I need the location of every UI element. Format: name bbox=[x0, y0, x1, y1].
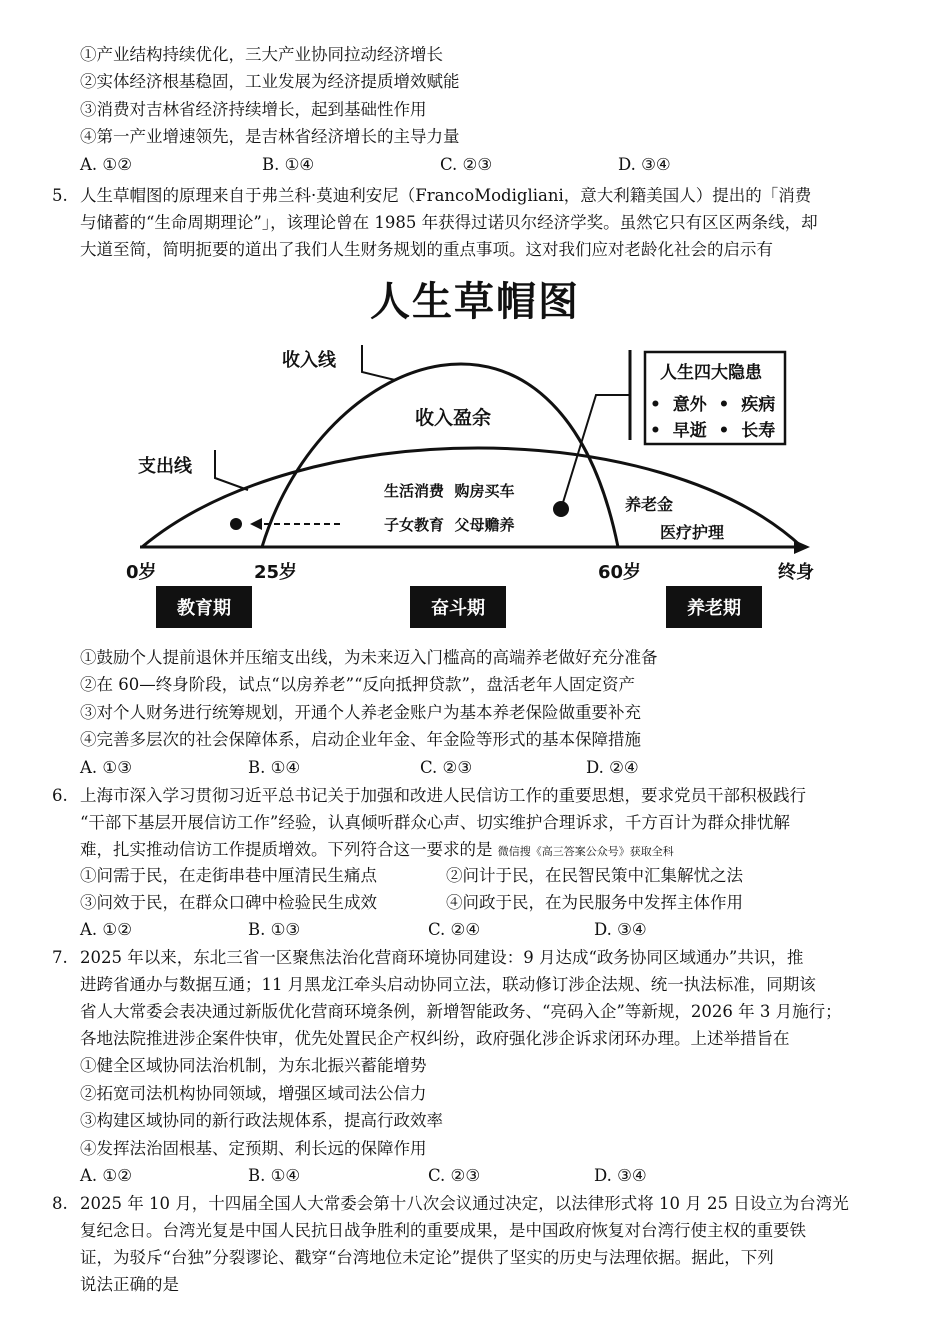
q5-stem-3: 大道至简，简明扼要的道出了我们人生财务规划的重点事项。这对我们应对老龄化社会的启示有 bbox=[80, 240, 773, 259]
q5-item-2: ②在 60—终身阶段，试点“以房养老”“反向抵押贷款”，盘活老年人固定资产 bbox=[80, 675, 635, 694]
q6-item-4: ④问政于民，在为民服务中发挥主体作用 bbox=[446, 893, 743, 912]
q5-number: 5. bbox=[52, 186, 68, 205]
q7-option-b[interactable]: B. ①④ bbox=[248, 1166, 301, 1185]
q4-item-2: ②实体经济根基稳固，工业发展为经济提质增效赋能 bbox=[80, 72, 460, 91]
q7-option-a[interactable]: A. ①② bbox=[80, 1166, 132, 1185]
q4-item-1: ①产业结构持续优化，三大产业协同拉动经济增长 bbox=[80, 45, 443, 64]
q4-option-c[interactable]: C. ②③ bbox=[440, 155, 493, 174]
expense-label-pointer bbox=[215, 450, 248, 490]
q6-stem-2: “干部下基层开展信访工作”经验，认真倾听群众心声、切实维护合理诉求，千方百计为群众排忧解 bbox=[80, 813, 790, 832]
q4-item-4: ④第一产业增速领先，是吉林省经济增长的主导力量 bbox=[80, 127, 460, 146]
period-retirement: 养老期 bbox=[666, 586, 762, 628]
q8-number: 8. bbox=[52, 1194, 68, 1213]
q8-stem-1: 2025 年 10 月，十四届全国人大常委会第十八次会议通过决定，以法律形式将 10 月 25 日设立为台湾光 bbox=[80, 1194, 849, 1213]
q7-stem-3: 省人大常委会表决通过新版优化营商环境条例，新增智能政务、“亮码入企”等新规，2026 年 3 月施行； bbox=[80, 1002, 842, 1021]
q5-stem-2: 与储蓄的“生命周期理论”」，该理论曾在 1985 年获得过诺贝尔经济学奖。虽然它只有区区两条线，却 bbox=[80, 213, 818, 232]
q8-stem-3: 证，为驳斥“台独”分裂谬论、戳穿“台湾地位未定论”提供了坚实的历史与法理依据。据此，下列 bbox=[80, 1248, 774, 1267]
period-education: 教育期 bbox=[156, 586, 252, 628]
q4-option-b[interactable]: B. ①④ bbox=[262, 155, 315, 174]
q6-stem-3 bbox=[80, 840, 674, 862]
q7-stem-1: 2025 年以来，东北三省一区聚焦法治化营商环境协同建设：9 月达成“政务协同区域通办”共识，推 bbox=[80, 948, 804, 967]
q6-number: 6. bbox=[52, 786, 68, 805]
q5-option-b[interactable]: B. ①④ bbox=[248, 758, 301, 777]
age-25: 25岁 bbox=[254, 562, 298, 583]
q5-item-4: ④完善多层次的社会保障体系，启动企业年金、年金险等形式的基本保障措施 bbox=[80, 730, 641, 749]
retire-row-1: 养老金 bbox=[625, 495, 674, 514]
q6-option-a[interactable]: A. ①② bbox=[80, 920, 132, 939]
q7-option-c[interactable]: C. ②③ bbox=[428, 1166, 481, 1185]
income-label-pointer bbox=[362, 345, 395, 380]
q6-stem-1: 上海市深入学习贯彻习近平总书记关于加强和改进人民信访工作的重要思想，要求党员干部积极践行 bbox=[80, 786, 806, 805]
q7-stem-4: 各地法院推进涉企案件快审，优先处置民企产权纠纷，政府强化涉企诉求闭环办理。上述举措旨在 bbox=[80, 1029, 790, 1048]
retire-row-2: 医疗护理 bbox=[660, 523, 725, 542]
dashed-arrowhead bbox=[250, 518, 262, 530]
expense-line-label: 支出线 bbox=[138, 456, 192, 477]
age-60: 60岁 bbox=[598, 562, 642, 583]
q5-option-a[interactable]: A. ①③ bbox=[80, 758, 132, 777]
risks-title: 人生四大隐患 bbox=[660, 363, 762, 383]
q5-option-c[interactable]: C. ②③ bbox=[420, 758, 473, 777]
q7-item-1: ①健全区域协同法治机制，为东北振兴蓄能增势 bbox=[80, 1056, 427, 1075]
age-lifetime: 终身 bbox=[778, 562, 814, 583]
education-dot bbox=[230, 518, 242, 530]
q6-option-c[interactable]: C. ②④ bbox=[428, 920, 481, 939]
q6-item-3: ③问效于民，在群众口碑中检验民生成效 bbox=[80, 893, 377, 912]
q7-stem-2: 进跨省通办与数据互通；11 月黑龙江牵头启动协同立法，联动修订涉企法规、统一执法标准，同期该 bbox=[80, 975, 816, 994]
q7-option-d[interactable]: D. ③④ bbox=[594, 1166, 647, 1185]
q6-item-2: ②问计于民，在民智民策中汇集解忧之法 bbox=[446, 866, 743, 885]
q7-item-4: ④发挥法治固根基、定预期、利长远的保障作用 bbox=[80, 1139, 427, 1158]
life-hat-diagram bbox=[0, 0, 950, 640]
risks-row-2: • 早逝 • 长寿 bbox=[650, 421, 776, 441]
q5-option-d[interactable]: D. ②④ bbox=[586, 758, 639, 777]
q4-item-3: ③消费对吉林省经济持续增长，起到基础性作用 bbox=[80, 100, 427, 119]
risk-leader bbox=[561, 395, 630, 509]
q7-item-2: ②拓宽司法机构协同领域，增强区域司法公信力 bbox=[80, 1084, 427, 1103]
q5-stem-1: 人生草帽图的原理来自于弗兰科·莫迪利安尼（FrancoModigliani，意大利籍美国人）提出的「消费 bbox=[80, 186, 812, 205]
expenses-row-2: 子女教育 父母赡养 bbox=[384, 516, 515, 534]
q4-option-a[interactable]: A. ①② bbox=[80, 155, 132, 174]
risks-row-1: • 意外 • 疾病 bbox=[650, 395, 776, 415]
period-struggle: 奋斗期 bbox=[410, 586, 506, 628]
expenses-row-1: 生活消费 购房买车 bbox=[384, 482, 515, 500]
diagram-title: 人生草帽图 bbox=[370, 279, 580, 325]
q8-stem-4: 说法正确的是 bbox=[80, 1275, 179, 1294]
q6-item-1: ①问需于民，在走街串巷中厘清民生痛点 bbox=[80, 866, 377, 885]
q6-option-b[interactable]: B. ①③ bbox=[248, 920, 301, 939]
q4-option-d[interactable]: D. ③④ bbox=[618, 155, 671, 174]
q6-watermark: 微信搜《高三答案公众号》获取全科 bbox=[497, 845, 674, 858]
q6-option-d[interactable]: D. ③④ bbox=[594, 920, 647, 939]
q5-item-3: ③对个人财务进行统筹规划，开通个人养老金账户为基本养老保险做重要补充 bbox=[80, 703, 641, 722]
income-line-label: 收入线 bbox=[282, 350, 336, 371]
age-0: 0岁 bbox=[126, 562, 157, 583]
q6-stem-3-text: 难，扎实推动信访工作提质增效。下列符合这一要求的是 bbox=[80, 840, 493, 859]
q5-item-1: ①鼓励个人提前退休并压缩支出线，为未来迈入门槛高的高端养老做好充分准备 bbox=[80, 648, 658, 667]
q8-stem-2: 复纪念日。台湾光复是中国人民抗日战争胜利的重要成果，是中国政府恢复对台湾行使主权的重要铁 bbox=[80, 1221, 806, 1240]
q7-number: 7. bbox=[52, 948, 68, 967]
q7-item-3: ③构建区域协同的新行政法规体系，提高行政效率 bbox=[80, 1111, 443, 1130]
income-surplus-label: 收入盈余 bbox=[415, 407, 492, 429]
